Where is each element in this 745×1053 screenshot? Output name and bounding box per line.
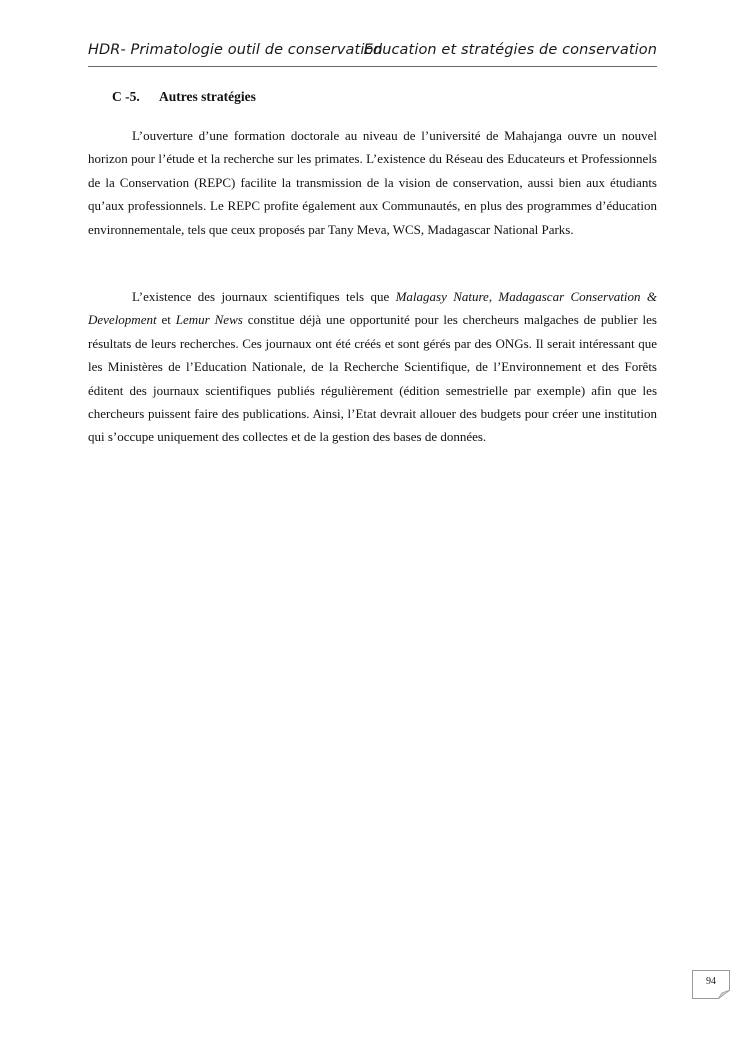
paragraph-2: [88, 285, 657, 449]
paragraph-2-separator-1: ,: [488, 289, 499, 304]
section-heading: [112, 89, 256, 105]
header-left-title: HDR- Primatologie outil de conservation: [88, 42, 383, 58]
header-right-title: Education et stratégies de conservation: [363, 42, 657, 58]
section-number: C -5.: [112, 89, 140, 104]
paragraph-2-body: constitue déjà une opportunité pour les chercheurs malgaches de publier les résultats de leurs recherches. Ces journaux ont été créés et sont gérés par des ONGs. Il serait intéressant que les Ministères de l’Education Nationale, de la Recherche Scientifique, de l’Environnement et des Forêts éditent des journaux scientifiques publiés régulièrement (édition semestrielle par exemple) afin que les chercheurs puissent faire des publications. Ainsi, l’Etat devrait allouer des budgets pour créer une institution qui s’occupe uniquement des collectes et de la gestion des bases de données.: [88, 312, 657, 445]
paragraph-2-intro: L’existence des journaux scientifiques tels que: [132, 289, 396, 304]
section-title: Autres stratégies: [159, 89, 256, 104]
paragraph-2-separator-2: et: [156, 312, 176, 328]
journal-title-lemur-news: Lemur News: [175, 312, 243, 328]
journal-title-malagasy-nature: Malagasy Nature: [395, 289, 489, 304]
page-curl-icon: [718, 990, 730, 999]
running-header: [88, 42, 657, 67]
page-number-box: [692, 970, 730, 999]
page-number: 94: [706, 976, 716, 987]
journal-title-madagascar-conservation: Madagascar Conservation & Development: [88, 289, 657, 328]
paragraph-1: L’ouverture d’une formation doctorale au niveau de l’université de Mahajanga ouvre un nouvel horizon pour l’étude et la recherche sur les primates. L’existence du Réseau des Educateurs et Professionnels de la Conservation (REPC) facilite la transmission de la vision de conservation, aussi bien aux étudiants qu’aux professionnels. Le REPC profite également aux Communautés, en plus des programmes d’éducation environnementale, tels que ceux proposés par Tany Meva, WCS, Madagascar National Parks.: [88, 128, 657, 237]
